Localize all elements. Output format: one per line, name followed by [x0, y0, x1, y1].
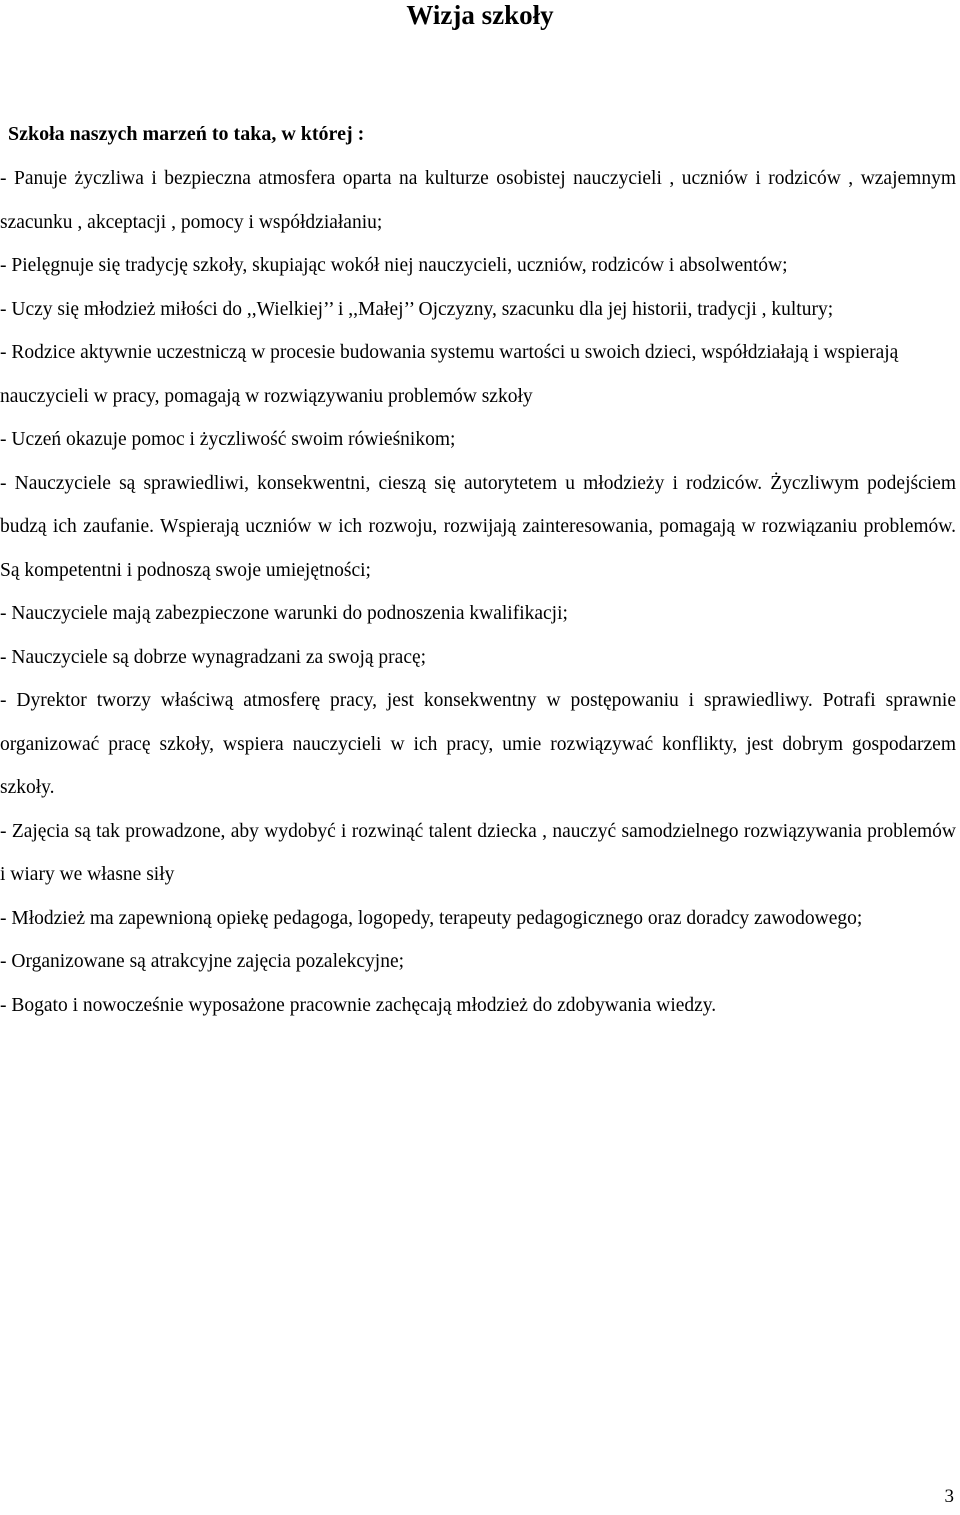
paragraph-qualifications: - Nauczyciele mają zabezpieczone warunki do podnoszenia kwalifikacji; — [0, 603, 568, 624]
paragraph-classes: - Zajęcia są tak prowadzone, aby wydobyć i rozwinąć talent dziecka , nauczyć samodzielnego rozwiązywania problemów i wiary we własne siły — [0, 820, 956, 885]
paragraph-classrooms: - Bogato i nowocześnie wyposażone pracownie zachęcają młodzież do zdobywania wiedzy. — [0, 994, 717, 1016]
paragraph-extracurricular: - Organizowane są atrakcyjne zajęcia pozalekcyjne; — [0, 951, 405, 972]
paragraph-student: - Uczeń okazuje pomoc i życzliwość swoim rówieśnikom; — [0, 429, 456, 450]
paragraph-salaries: - Nauczyciele są dobrze wynagradzani za swoją pracę; — [0, 646, 427, 668]
paragraph-homeland: - Uczy się młodzież miłości do ,,Wielkiej’’ i ,,Małej’’ Ojczyzny, szacunku dla jej historii, tradycji , kultury; — [0, 298, 834, 320]
page-title: Wizja szkoły — [406, 0, 554, 30]
paragraph-tradition: - Pielęgnuje się tradycję szkoły, skupiając wokół niej nauczycieli, uczniów, rodziców i absolwentów; — [0, 255, 788, 276]
paragraph-director: - Dyrektor tworzy właściwą atmosferę pracy, jest konsekwentny w postępowaniu i sprawiedliwy. Potrafi sprawnie organizować pracę szkoły, wspiera nauczycieli w ich pracy, umie rozwiązywać konflikty, jest dobrym gospodarzem szkoły. — [0, 690, 956, 798]
document-body — [0, 157, 956, 1027]
section-subtitle: Szkoła naszych marzeń to taka, w której : — [8, 123, 365, 145]
page-number: 3 — [944, 1486, 954, 1507]
paragraph-parents: - Rodzice aktywnie uczestniczą w procesie budowania systemu wartości u swoich dzieci, współdziałają i wspierają nauczycieli w pracy, pomagają w rozwiązywaniu problemów szkoły — [0, 342, 899, 407]
paragraph-counseling: - Młodzież ma zapewnioną opiekę pedagoga, logopedy, terapeuty pedagogicznego oraz doradcy zawodowego; — [0, 907, 863, 929]
paragraph-teachers: - Nauczyciele są sprawiedliwi, konsekwentni, cieszą się autorytetem u młodzieży i rodziców. Życzliwym podejściem budzą ich zaufanie. Wspierają uczniów w ich rozwoju, rozwijają zainteresowania, pomagają w rozwiązaniu problemów. Są kompetentni i podnoszą swoje umiejętności; — [0, 472, 956, 581]
paragraph-atmosphere: - Panuje życzliwa i bezpieczna atmosfera oparta na kulturze osobistej nauczycieli , uczniów i rodziców , wzajemnym szacunku , akceptacji , pomocy i współdziałaniu; — [0, 168, 956, 233]
